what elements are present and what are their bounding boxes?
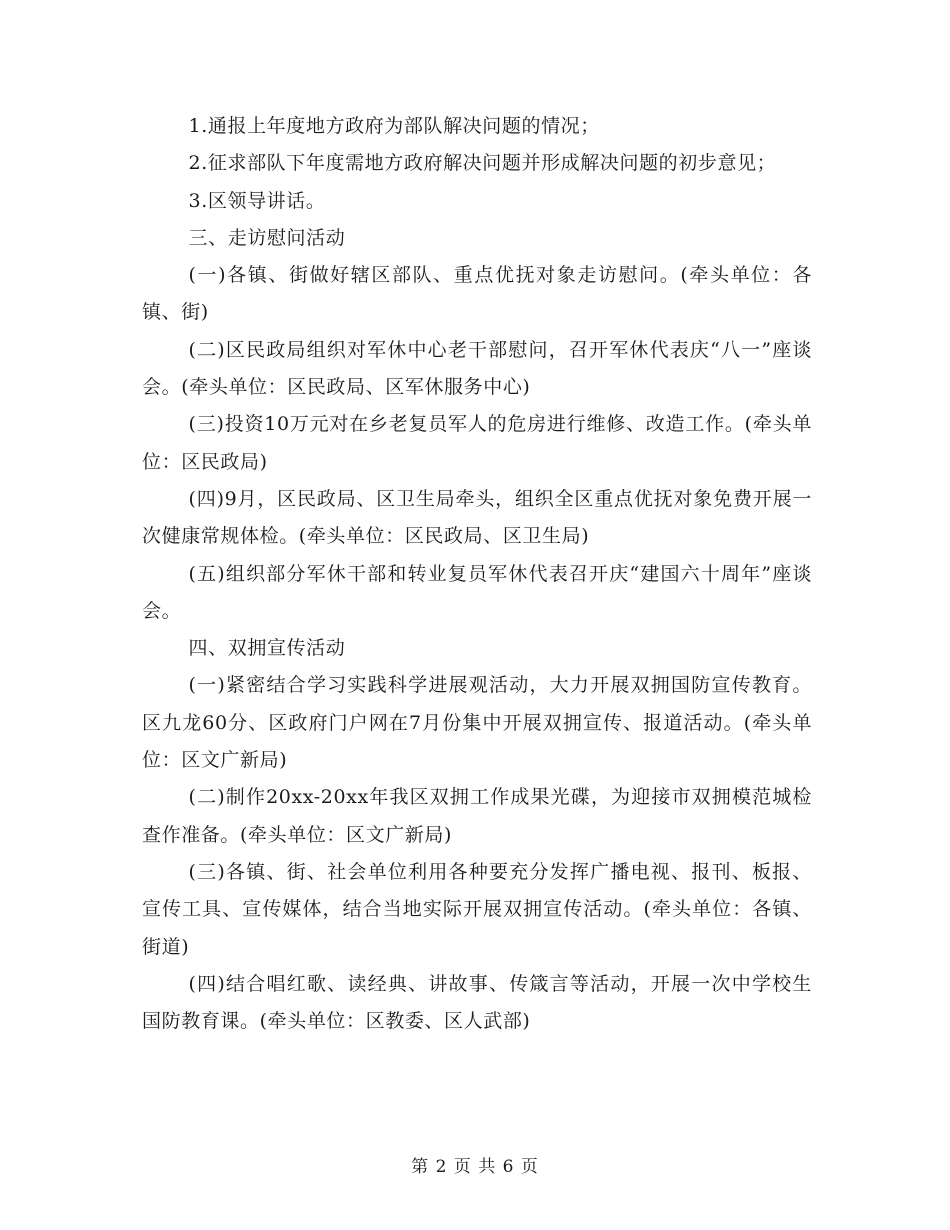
paragraph-3: 3.区领导讲话。 bbox=[188, 189, 326, 212]
page-number-label: 第 2 页 共 6 页 bbox=[411, 1157, 539, 1177]
page-footer bbox=[0, 1152, 950, 1177]
document-body bbox=[142, 108, 812, 1040]
paragraph-7: (三)投资10万元对在乡老复员军人的危房进行维修、改造工作。(牵头单位：区民政局) bbox=[142, 413, 812, 473]
paragraph-14: (四)结合唱红歌、读经典、讲故事、传箴言等活动，开展一次中学校生国防教育课。(牵头单位：区教委、区人武部) bbox=[142, 972, 812, 1033]
paragraph-1: 1.通报上年度地方政府为部队解决问题的情况； bbox=[188, 115, 600, 137]
section-heading-4: 四、双拥宣传活动 bbox=[188, 637, 346, 660]
paragraph-13: (三)各镇、街、社会单位利用各种要充分发挥广播电视、报刊、板报、宣传工具、宣传媒体，结合当地实际开展双拥宣传活动。(牵头单位：各镇、街道) bbox=[142, 860, 812, 958]
paragraph-2: 2.征求部队下年度需地方政府解决问题并形成解决问题的初步意见； bbox=[188, 152, 777, 175]
paragraph-9: (五)组织部分军休干部和转业复员军休代表召开庆“建国六十周年”座谈会。 bbox=[142, 562, 812, 622]
paragraph-11: (一)紧密结合学习实践科学进展观活动，大力开展双拥国防宣传教育。区九龙60分、区政府门户网在7月份集中开展双拥宣传、报道活动。(牵头单位：区文广新局) bbox=[142, 674, 812, 772]
section-heading-3: 三、走访慰问活动 bbox=[188, 226, 346, 249]
paragraph-12: (二)制作20xx-20xx年我区双拥工作成果光碟，为迎接市双拥模范城检查作准备。(牵头单位：区文广新局) bbox=[142, 786, 812, 846]
paragraph-6: (二)区民政局组织对军休中心老干部慰问，召开军休代表庆“八一”座谈会。(牵头单位：区民政局、区军休服务中心) bbox=[142, 338, 812, 399]
paragraph-5: (一)各镇、街做好辖区部队、重点优抚对象走访慰问。(牵头单位：各镇、街) bbox=[142, 264, 812, 324]
paragraph-8: (四)9月，区民政局、区卫生局牵头，组织全区重点优抚对象免费开展一次健康常规体检。(牵头单位：区民政局、区卫生局) bbox=[142, 487, 812, 548]
